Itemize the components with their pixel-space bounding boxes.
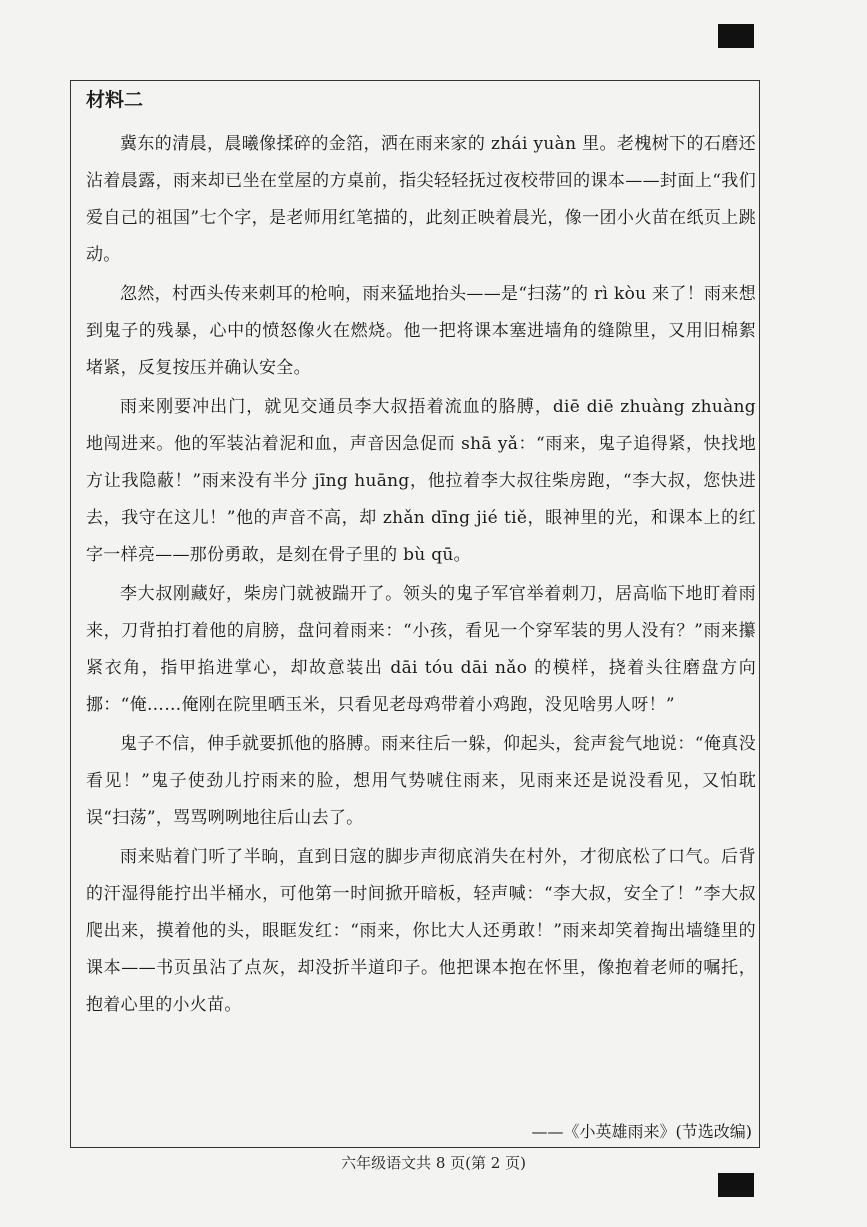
page-footer: 六年级语文共 8 页(第 2 页)	[341, 1154, 526, 1172]
paragraph-6: 雨来贴着门听了半晌，直到日寇的脚步声彻底消失在村外，才彻底松了口气。后背的汗湿得能拧出半桶水，可他第一时间掀开暗板，轻声喊：“李大叔，安全了！”李大叔爬出来，摸着他的头，眼眶发红：“雨来，你比大人还勇敢！”雨来却笑着掏出墙缝里的课本——书页虽沾了点灰，却没折半道印子。他把课本抱在怀里，像抱着老师的嘱托，抱着心里的小火苗。	[86, 847, 756, 1015]
material-content	[86, 86, 756, 1026]
paragraph-4: 李大叔刚藏好，柴房门就被踹开了。领头的鬼子军官举着刺刀，居高临下地盯着雨来，刀背拍打着他的肩膀，盘问着雨来：“小孩，看见一个穿军装的男人没有？”雨来攥紧衣角，指甲掐进掌心，却故意装出 dāi tóu dāi nǎo 的模样，挠着头往磨盘方向挪：“俺……俺刚在院里晒玉米，只看见老母鸡带着小鸡跑，没见啥男人呀！”	[86, 584, 756, 715]
section-title: 材料二	[86, 89, 144, 111]
registration-mark-bottom	[718, 1173, 754, 1197]
source-citation: ——《小英雄雨来》(节选改编)	[531, 1122, 752, 1141]
paragraph-3: 雨来刚要冲出门，就见交通员李大叔捂着流血的胳膊，diē diē zhuàng zhuàng 地闯进来。他的军装沾着泥和血，声音因急促而 shā yǎ：“雨来，鬼子追得紧，快找地方让我隐蔽！”雨来没有半分 jīng huāng，他拉着李大叔往柴房跑，“李大叔，您快进去，我守在这儿！”他的声音不高，却 zhǎn dīng jié tiě，眼神里的光，和课本上的红字一样亮——那份勇敢，是刻在骨子里的 bù qū。	[86, 397, 756, 565]
registration-mark-top	[718, 24, 754, 48]
paragraph-1: 冀东的清晨，晨曦像揉碎的金箔，洒在雨来家的 zhái yuàn 里。老槐树下的石磨还沾着晨露，雨来却已坐在堂屋的方桌前，指尖轻轻抚过夜校带回的课本——封面上“我们爱自己的祖国”七个字，是老师用红笔描的，此刻正映着晨光，像一团小火苗在纸页上跳动。	[86, 134, 756, 265]
paragraph-2: 忽然，村西头传来刺耳的枪响，雨来猛地抬头——是“扫荡”的 rì kòu 来了！雨来想到鬼子的残暴，心中的愤怒像火在燃烧。他一把将课本塞进墙角的缝隙里，又用旧棉絮堵紧，反复按压并确认安全。	[86, 284, 756, 378]
paragraph-5: 鬼子不信，伸手就要抓他的胳膊。雨来往后一躲，仰起头，瓮声瓮气地说：“俺真没看见！”鬼子使劲儿拧雨来的脸，想用气势唬住雨来，见雨来还是说没看见，又怕耽误“扫荡”，骂骂咧咧地往后山去了。	[86, 734, 756, 828]
